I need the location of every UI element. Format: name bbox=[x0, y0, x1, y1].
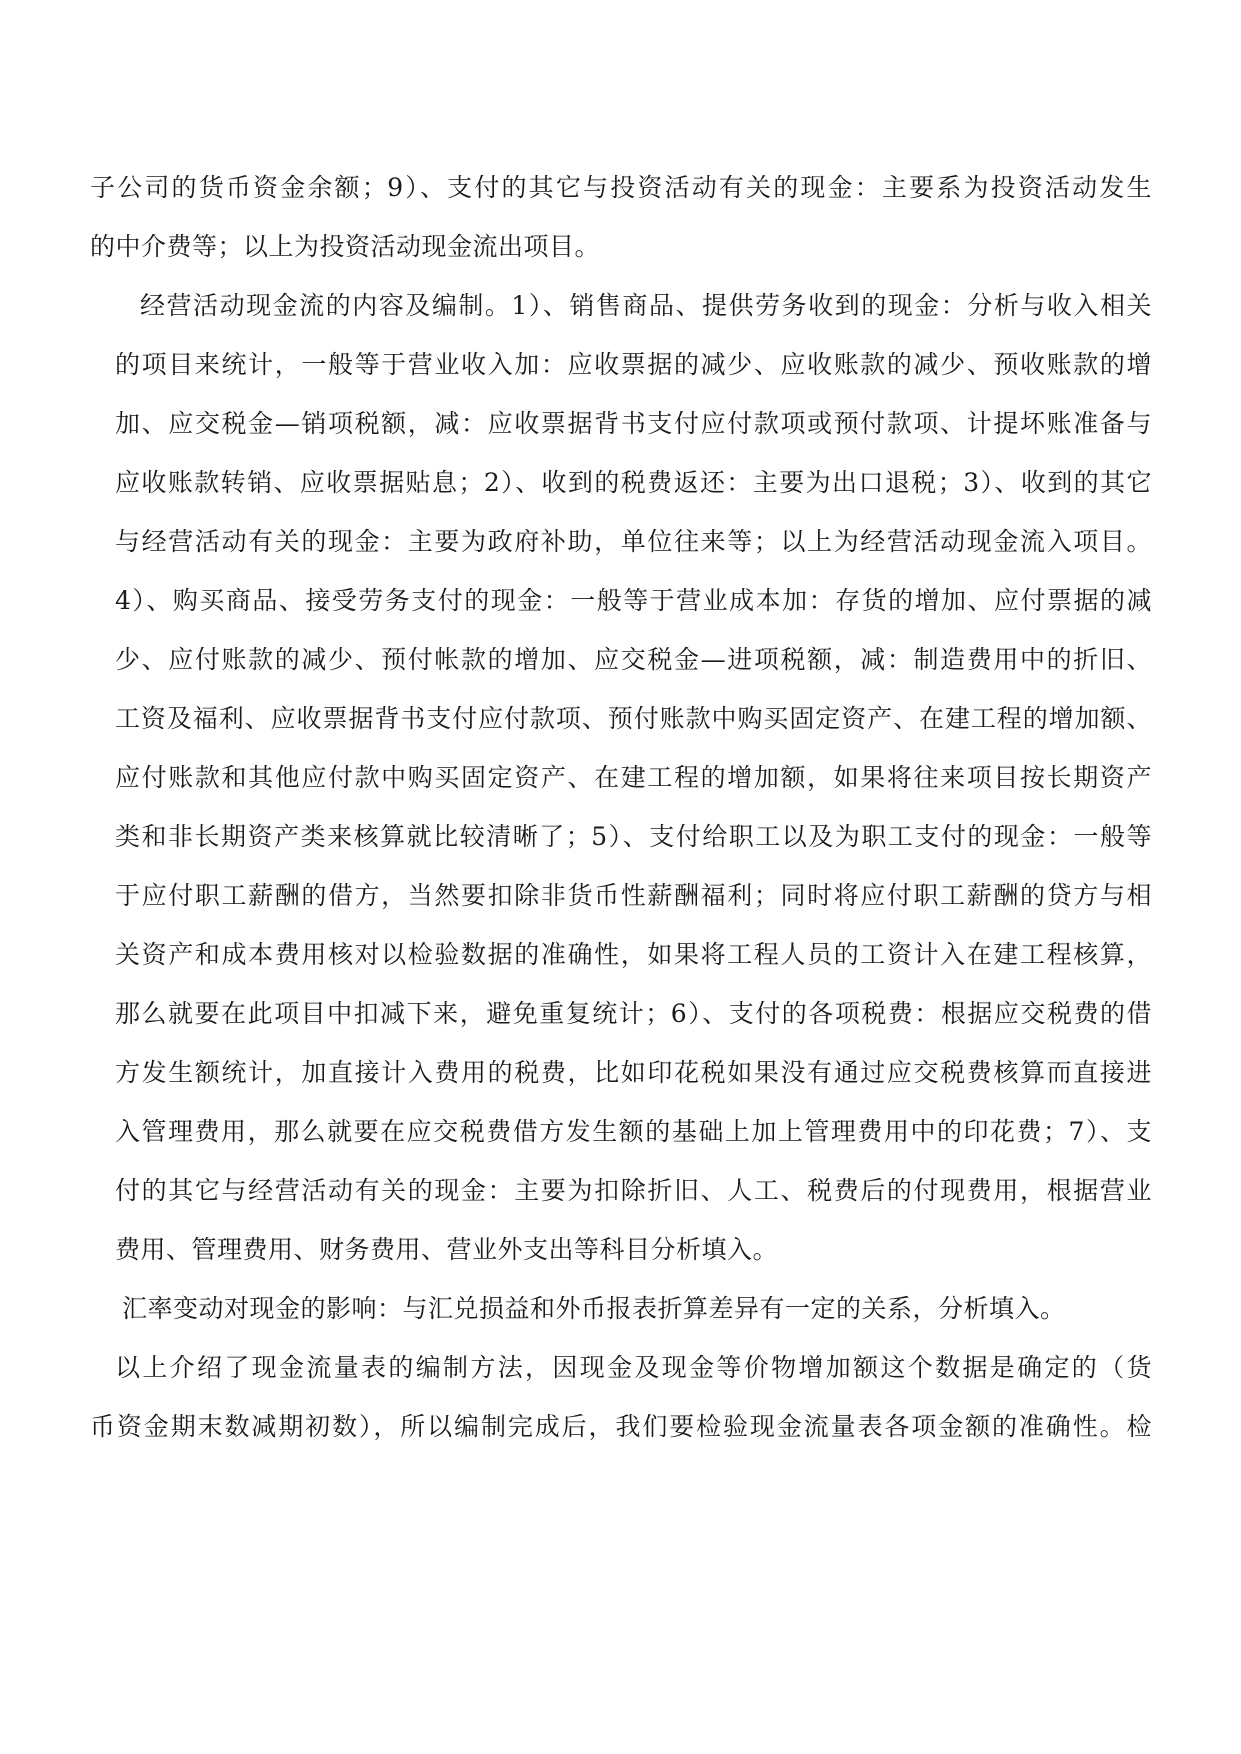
text-line: 少、应付账款的减少、预付帐款的增加、应交税金—进项税额，减：制造费用中的折旧、 bbox=[115, 645, 1152, 674]
text-line: 的中介费等；以上为投资活动现金流出项目。 bbox=[90, 232, 601, 261]
text-line: 经营活动现金流的内容及编制。1）、销售商品、提供劳务收到的现金：分析与收入相关 bbox=[140, 291, 1152, 320]
paragraph-summary bbox=[90, 1338, 1152, 1456]
paragraph-operating bbox=[90, 276, 1152, 1279]
text-line: 那么就要在此项目中扣减下来，避免重复统计；6）、支付的各项税费：根据应交税费的借 bbox=[115, 999, 1152, 1028]
text-line: 以上介绍了现金流量表的编制方法，因现金及现金等价物增加额这个数据是确定的（货 bbox=[115, 1353, 1152, 1382]
text-line: 的项目来统计，一般等于营业收入加：应收票据的减少、应收账款的减少、预收账款的增 bbox=[115, 350, 1152, 379]
text-line: 加、应交税金—销项税额，减：应收票据背书支付应付款项或预付款项、计提坏账准备与 bbox=[115, 409, 1152, 438]
text-line: 与经营活动有关的现金：主要为政府补助，单位往来等；以上为经营活动现金流入项目。 bbox=[115, 527, 1152, 556]
text-line: 4）、购买商品、接受劳务支付的现金：一般等于营业成本加：存货的增加、应付票据的减 bbox=[115, 586, 1152, 615]
text-line: 子公司的货币资金余额；9）、支付的其它与投资活动有关的现金：主要系为投资活动发生 bbox=[90, 173, 1152, 202]
text-line: 方发生额统计，加直接计入费用的税费，比如印花税如果没有通过应交税费核算而直接进 bbox=[115, 1058, 1152, 1087]
text-line: 应收账款转销、应收票据贴息；2）、收到的税费返还：主要为出口退税；3）、收到的其它 bbox=[115, 468, 1152, 497]
text-line: 类和非长期资产类来核算就比较清晰了；5）、支付给职工以及为职工支付的现金：一般等 bbox=[115, 822, 1152, 851]
text-line: 付的其它与经营活动有关的现金：主要为扣除折旧、人工、税费后的付现费用，根据营业 bbox=[115, 1176, 1152, 1205]
text-line: 应付账款和其他应付款中购买固定资产、在建工程的增加额，如果将往来项目按长期资产 bbox=[115, 763, 1152, 792]
body-text bbox=[90, 158, 1152, 1456]
text-line: 关资产和成本费用核对以检验数据的准确性，如果将工程人员的工资计入在建工程核算， bbox=[115, 940, 1152, 969]
text-line: 费用、管理费用、财务费用、营业外支出等科目分析填入。 bbox=[115, 1235, 779, 1264]
paragraph-exchange bbox=[90, 1279, 1152, 1338]
paragraph-investment-tail bbox=[90, 158, 1152, 276]
text-line: 工资及福利、应收票据背书支付应付款项、预付账款中购买固定资产、在建工程的增加额、 bbox=[115, 704, 1152, 733]
text-line: 汇率变动对现金的影响：与汇兑损益和外币报表折算差异有一定的关系，分析填入。 bbox=[122, 1294, 1066, 1323]
text-line: 于应付职工薪酬的借方，当然要扣除非货币性薪酬福利；同时将应付职工薪酬的贷方与相 bbox=[115, 881, 1152, 910]
text-line: 入管理费用，那么就要在应交税费借方发生额的基础上加上管理费用中的印花费；7）、支 bbox=[115, 1117, 1152, 1146]
text-line: 币资金期末数减期初数），所以编制完成后，我们要检验现金流量表各项金额的准确性。检 bbox=[90, 1412, 1152, 1441]
